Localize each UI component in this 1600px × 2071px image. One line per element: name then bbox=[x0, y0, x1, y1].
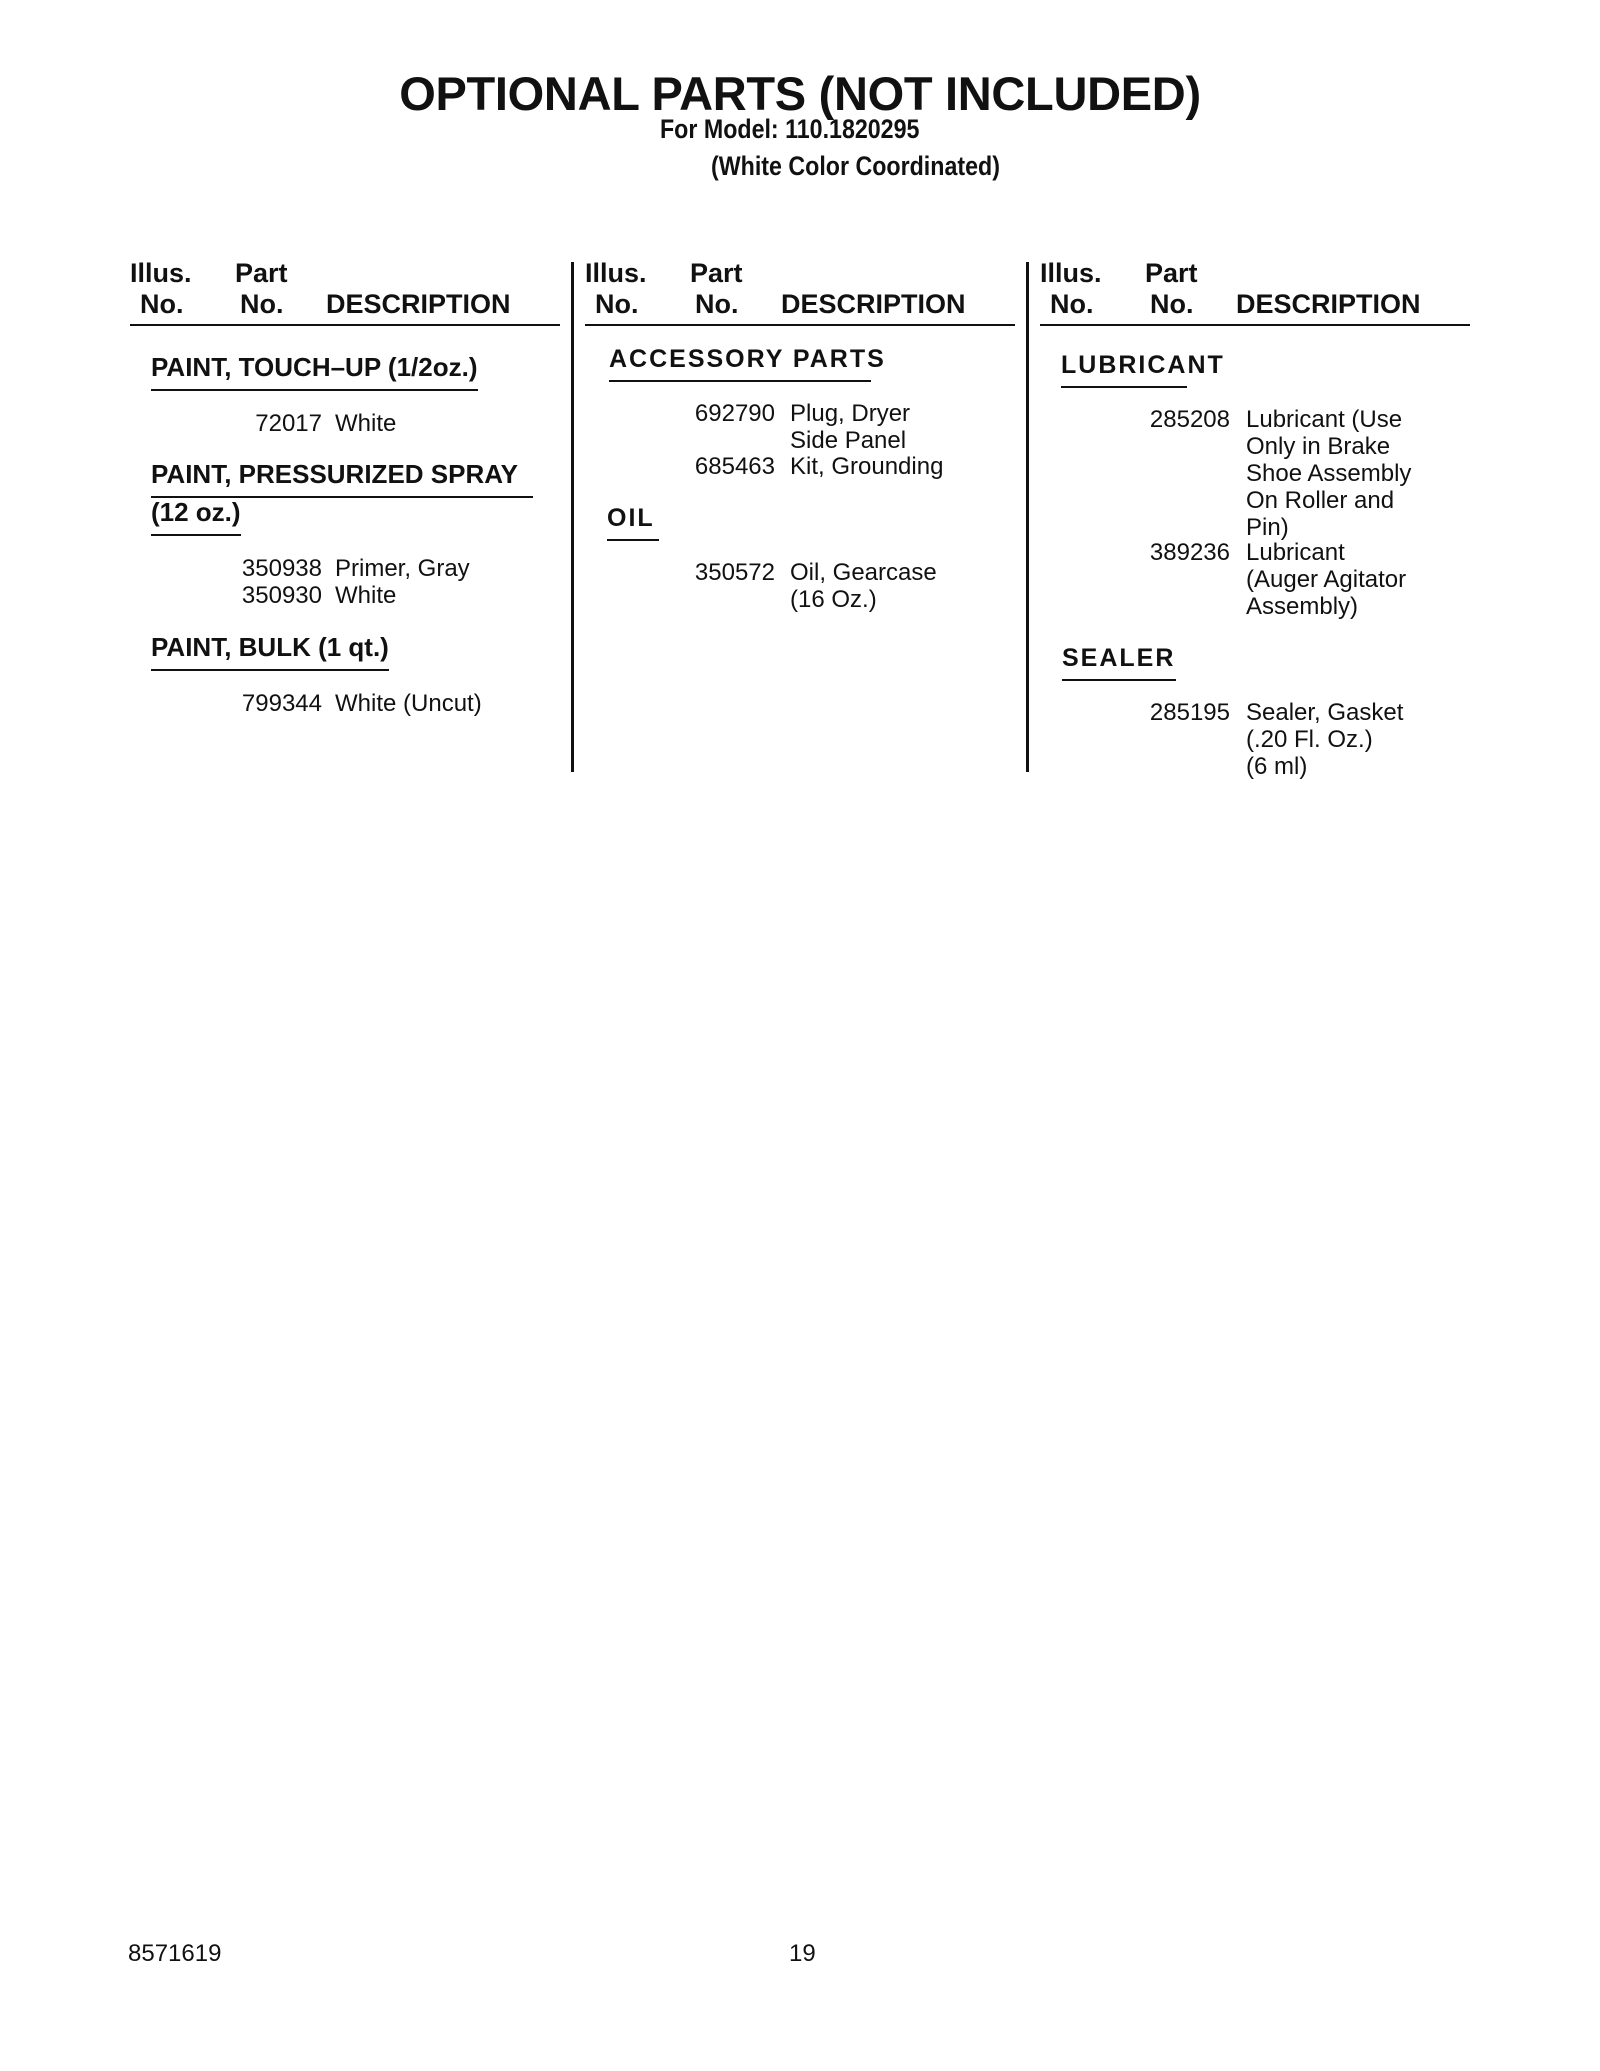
illus-no-label: No. bbox=[595, 289, 639, 319]
part-description: White bbox=[335, 582, 397, 609]
illus-label: Illus. bbox=[130, 258, 192, 288]
part-number: 285208 bbox=[1149, 406, 1230, 433]
part-no-label: No. bbox=[695, 289, 739, 319]
illus-label: Illus. bbox=[1040, 258, 1102, 288]
section-underline bbox=[151, 534, 241, 536]
section-lubricant bbox=[1061, 351, 1225, 388]
section-title: PAINT, BULK (1 qt.) bbox=[151, 632, 389, 662]
section-underline bbox=[151, 389, 478, 391]
illus-label: Illus. bbox=[585, 258, 647, 288]
header-rule bbox=[1040, 324, 1470, 326]
part-label: Part bbox=[235, 258, 288, 288]
column-divider bbox=[571, 262, 574, 772]
section-title: ACCESSORY PARTS bbox=[609, 345, 886, 373]
page-title: OPTIONAL PARTS (NOT INCLUDED) bbox=[399, 67, 1201, 120]
section-underline bbox=[1061, 386, 1187, 388]
header-rule bbox=[585, 324, 1015, 326]
description-label: DESCRIPTION bbox=[781, 289, 966, 319]
header-rule bbox=[130, 324, 560, 326]
part-label: Part bbox=[1145, 258, 1198, 288]
part-number: 285195 bbox=[1149, 699, 1230, 726]
section-paint-bulk bbox=[151, 632, 389, 671]
section-sealer bbox=[1062, 644, 1176, 681]
part-label: Part bbox=[690, 258, 743, 288]
part-no-label: No. bbox=[240, 289, 284, 319]
parts-column-1 bbox=[130, 258, 560, 324]
part-number: 350938 bbox=[241, 555, 322, 582]
section-paint-spray bbox=[151, 459, 533, 498]
part-description: Lubricant (Use Only in Brake Shoe Assembly On Roller and Pin) bbox=[1246, 406, 1412, 541]
part-no-label: No. bbox=[1150, 289, 1194, 319]
page-number: 19 bbox=[789, 1940, 816, 1967]
part-description: Oil, Gearcase (16 Oz.) bbox=[790, 559, 937, 613]
part-description: Sealer, Gasket (.20 Fl. Oz.) (6 ml) bbox=[1246, 699, 1404, 780]
column-divider bbox=[1026, 262, 1029, 772]
section-title: LUBRICANT bbox=[1061, 351, 1225, 379]
part-description: White (Uncut) bbox=[335, 690, 482, 717]
parts-column-3 bbox=[1040, 258, 1470, 324]
part-description: Primer, Gray bbox=[335, 555, 470, 582]
section-underline bbox=[609, 380, 871, 382]
column-header bbox=[130, 258, 560, 324]
section-paint-touch-up bbox=[151, 352, 478, 391]
section-title: SEALER bbox=[1062, 644, 1176, 672]
part-description: Lubricant (Auger Agitator Assembly) bbox=[1246, 539, 1407, 620]
section-title-line-2: (12 oz.) bbox=[151, 497, 241, 527]
section-underline bbox=[607, 539, 659, 541]
part-number: 685463 bbox=[694, 453, 775, 480]
illus-no-label: No. bbox=[140, 289, 184, 319]
description-label: DESCRIPTION bbox=[326, 289, 511, 319]
description-label: DESCRIPTION bbox=[1236, 289, 1421, 319]
illus-no-label: No. bbox=[1050, 289, 1094, 319]
section-underline bbox=[1062, 679, 1176, 681]
parts-column-2 bbox=[585, 258, 1015, 324]
part-description: Kit, Grounding bbox=[790, 453, 944, 480]
part-description: White bbox=[335, 410, 397, 437]
section-title: OIL bbox=[607, 504, 655, 532]
part-number: 692790 bbox=[694, 400, 775, 427]
part-number: 389236 bbox=[1149, 539, 1230, 566]
color-line: (White Color Coordinated) bbox=[711, 151, 1000, 181]
column-header bbox=[585, 258, 1015, 324]
part-number: 350572 bbox=[694, 559, 775, 586]
model-line: For Model: 110.1820295 bbox=[660, 114, 920, 144]
section-paint-spray-size bbox=[151, 497, 241, 536]
part-number: 799344 bbox=[241, 690, 322, 717]
section-title: PAINT, TOUCH–UP (1/2oz.) bbox=[151, 352, 478, 382]
document-number: 8571619 bbox=[128, 1940, 222, 1967]
column-header bbox=[1040, 258, 1470, 324]
part-number: 72017 bbox=[255, 410, 322, 437]
section-title: PAINT, PRESSURIZED SPRAY bbox=[151, 459, 518, 489]
section-accessory-parts bbox=[609, 345, 886, 382]
part-description: Plug, Dryer Side Panel bbox=[790, 400, 911, 454]
part-number: 350930 bbox=[241, 582, 322, 609]
section-oil bbox=[607, 504, 659, 541]
section-underline bbox=[151, 669, 389, 671]
